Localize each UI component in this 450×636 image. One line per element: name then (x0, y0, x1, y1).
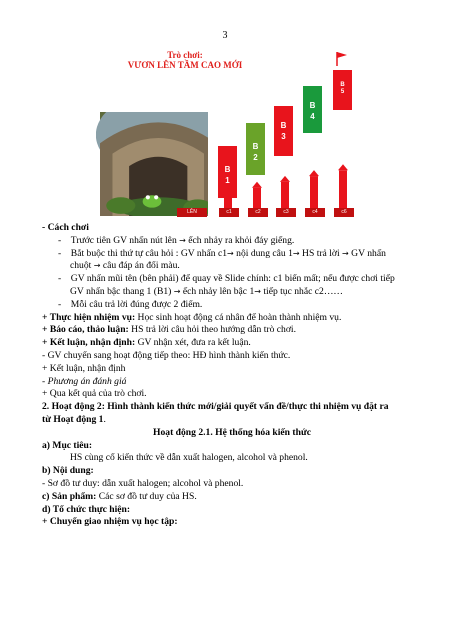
document-body (42, 222, 422, 529)
question-arrow-4 (309, 170, 319, 176)
question-arrow-2 (252, 182, 262, 188)
question-c2[interactable]: c2 (248, 208, 268, 217)
page-number: 3 (222, 30, 228, 41)
step-b5-letter: B (340, 82, 345, 88)
game-title (110, 50, 260, 70)
question-c1[interactable]: c1 (219, 208, 239, 217)
activity-2-heading-cont: từ Hoạt động 1. (42, 413, 106, 425)
arrow-icon: → (173, 286, 181, 296)
thuc-hien: + Thực hiện nhiệm vụ: Học sinh hoạt động cá nhân để hoàn thành nhiệm vụ. (42, 311, 342, 323)
question-bars (218, 150, 368, 210)
question-arrow-3 (280, 176, 290, 182)
muc-tieu-label: a) Mục tiêu: (42, 439, 93, 451)
noi-dung-label: b) Nội dung: (42, 465, 94, 477)
question-bar-3 (281, 182, 289, 208)
game-slide-image (96, 50, 366, 220)
rule-3-cont: GV nhấn bậc thang 1 (B1) → ếch nhảy lên bậc 1→ tiếp tục nhắc c2…… (70, 285, 344, 297)
arrow-icon: → (292, 248, 300, 258)
question-bar-1 (224, 194, 232, 209)
rule-1: - Trước tiên GV nhấn nút lên → ếch nhảy ra khỏi đáy giếng. (58, 234, 295, 246)
step-b1-letter: B (224, 165, 231, 174)
question-bar-4 (310, 176, 318, 208)
step-b1-number: 1 (225, 176, 230, 185)
step-b2-letter: B (252, 142, 259, 151)
ket-luan-2: + Kết luận, nhận định (42, 362, 126, 374)
step-b3-letter: B (280, 121, 287, 130)
gv-chuyen: - GV chuyển sang hoạt động tiếp theo: HĐ hình thành kiến thức. (42, 349, 291, 361)
phuong-an: - Phương án đánh giá (42, 375, 127, 387)
arrow-icon: → (342, 248, 349, 258)
well-illustration (96, 112, 208, 216)
rule-3: - GV nhấn mũi tên (bên phải) để quay về Slide chính: c1 biến mất; nếu được chơi tiếp (58, 273, 395, 285)
noi-dung-text: - Sơ đồ tư duy: dẫn xuất halogen; alcohol và phenol. (42, 477, 244, 489)
activity-2-1-heading: Hoạt động 2.1. Hệ thống hóa kiến thức (153, 426, 311, 438)
step-b3-number: 3 (281, 132, 286, 141)
game-title-line2: VƯƠN LÊN TẦM CAO MỚI (127, 60, 243, 70)
question-c6[interactable]: c6 (334, 208, 354, 217)
step-b3[interactable] (274, 106, 293, 156)
step-b5[interactable] (333, 70, 352, 110)
chuyen-giao-label: + Chuyển giao nhiệm vụ học tập: (42, 516, 178, 528)
activity-2-heading: 2. Hoạt động 2: Hình thành kiến thức mới/giải quyết vấn đề/thực thi nhiệm vụ đặt ra (42, 401, 389, 413)
question-arrow-1 (223, 188, 233, 194)
arrow-icon: → (254, 286, 261, 296)
question-c3[interactable]: c3 (276, 208, 296, 217)
arrow-icon: → (227, 248, 234, 258)
question-c4[interactable]: c4 (305, 208, 325, 217)
question-arrow-5 (338, 164, 348, 170)
rule-2-cont: chuột → câu đáp án đổi màu. (70, 260, 180, 272)
rule-2: - Bắt buộc thi thứ tự câu hỏi : GV nhấn c1→ nội dung câu 1→ HS trả lời → GV nhấn (58, 247, 386, 259)
step-b5-number: 5 (340, 89, 345, 95)
arrow-icon: → (93, 261, 101, 271)
flag-icon (334, 50, 348, 66)
rule-4: - Mỗi câu trả lời đúng được 2 điểm. (58, 298, 203, 310)
cach-choi-heading: - Cách chơi (42, 222, 89, 233)
len-button[interactable]: LÊN (177, 208, 207, 217)
game-title-line1: Trò chơi: (167, 50, 203, 60)
bao-cao: + Báo cáo, thảo luận: HS trả lời câu hỏi theo hướng dẫn trò chơi. (42, 324, 296, 336)
san-pham: c) Sản phẩm: Các sơ đồ tư duy của HS. (42, 490, 197, 502)
step-b4[interactable] (303, 86, 322, 133)
qua-ket-qua: + Qua kết quả của trò chơi. (42, 388, 147, 400)
to-chuc-label: d) Tổ chức thực hiện: (42, 503, 131, 515)
ket-luan: + Kết luận, nhận định: GV nhận xét, đưa ra kết luận. (42, 337, 251, 349)
step-b4-letter: B (309, 101, 316, 110)
muc-tieu-text: HS cùng cố kiến thức về dẫn xuất halogen, alcohol và phenol. (70, 452, 308, 464)
step-b2-number: 2 (253, 153, 258, 162)
step-b4-number: 4 (310, 112, 315, 121)
arrow-icon: → (179, 235, 186, 245)
question-bar-5 (339, 170, 347, 208)
question-bar-2 (253, 188, 261, 208)
